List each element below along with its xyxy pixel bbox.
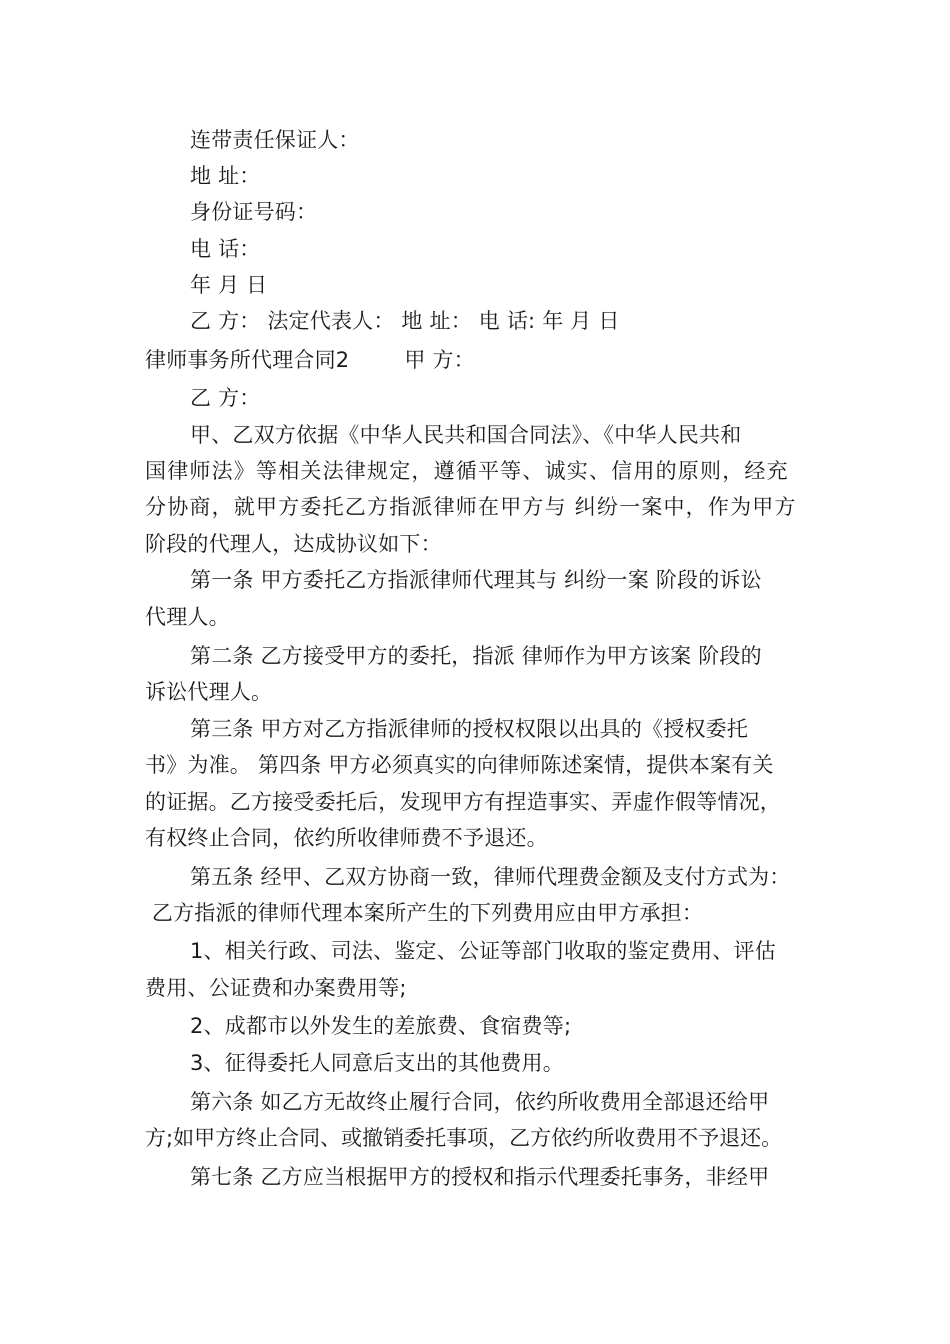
article-4-end: 有权终止合同，依约所收律师费不予退还。 — [145, 826, 548, 850]
phone-label: 电 话： — [190, 237, 261, 261]
article-1: 第一条 甲方委托乙方指派律师代理其与 纠纷一案 阶段的诉讼 — [190, 568, 762, 592]
date-label: 年 月 日 — [190, 273, 268, 297]
fee-item-1: 1、相关行政、司法、鉴定、公证等部门收取的鉴定费用、评估 — [190, 939, 776, 963]
id-number-label: 身份证号码： — [190, 200, 318, 224]
fee-item-2: 2、成都市以外发生的差旅费、食宿费等; — [190, 1014, 572, 1038]
party-b-label: 乙 方： — [190, 386, 261, 410]
paragraph-line: 分协商，就甲方委托乙方指派律师在甲方与 纠纷一案中，作为甲方 — [145, 495, 797, 519]
article-7: 第七条 乙方应当根据甲方的授权和指示代理委托事务，非经甲 — [190, 1165, 770, 1189]
article-6: 第六条 如乙方无故终止履行合同，依约所收费用全部退还给甲 — [190, 1090, 770, 1114]
paragraph-line: 阶段的代理人，达成协议如下： — [145, 532, 442, 556]
article-5: 第五条 经甲、乙双方协商一致，律师代理费金额及支付方式为： — [190, 865, 791, 889]
article-3-4: 书》为准。 第四条 甲方必须真实的向律师陈述案情，提供本案有关 — [145, 753, 774, 777]
guarantor-label: 连带责任保证人： — [190, 128, 360, 152]
article-2: 第二条 乙方接受甲方的委托，指派 律师作为甲方该案 阶段的 — [190, 644, 762, 668]
paragraph-line: 国律师法》等相关法律规定，遵循平等、诚实、信用的原则，经充 — [145, 459, 789, 483]
article-6-cont: 方;如甲方终止合同、或撤销委托事项，乙方依约所收费用不予退还。 — [145, 1126, 783, 1150]
fee-item-1-cont: 费用、公证费和办案费用等; — [145, 976, 407, 1000]
article-1-cont: 代理人。 — [145, 605, 230, 629]
fee-item-3: 3、征得委托人同意后支出的其他费用。 — [190, 1051, 564, 1075]
contract-title: 律师事务所代理合同2 甲 方： — [145, 348, 475, 372]
paragraph-line: 甲、乙双方依据《中华人民共和国合同法》、《中华人民共和 — [190, 423, 742, 447]
article-5-cont: 乙方指派的律师代理本案所产生的下列费用应由甲方承担： — [145, 901, 704, 925]
article-2-cont: 诉讼代理人。 — [145, 680, 273, 704]
address-label: 地 址： — [190, 164, 261, 188]
party-b-info: 乙 方： 法定代表人： 地 址： 电 话: 年 月 日 — [190, 309, 620, 333]
article-4-cont: 的证据。乙方接受委托后，发现甲方有捏造事实、弄虚作假等情况， — [145, 790, 781, 814]
article-3: 第三条 甲方对乙方指派律师的授权权限以出具的《授权委托 — [190, 717, 749, 741]
